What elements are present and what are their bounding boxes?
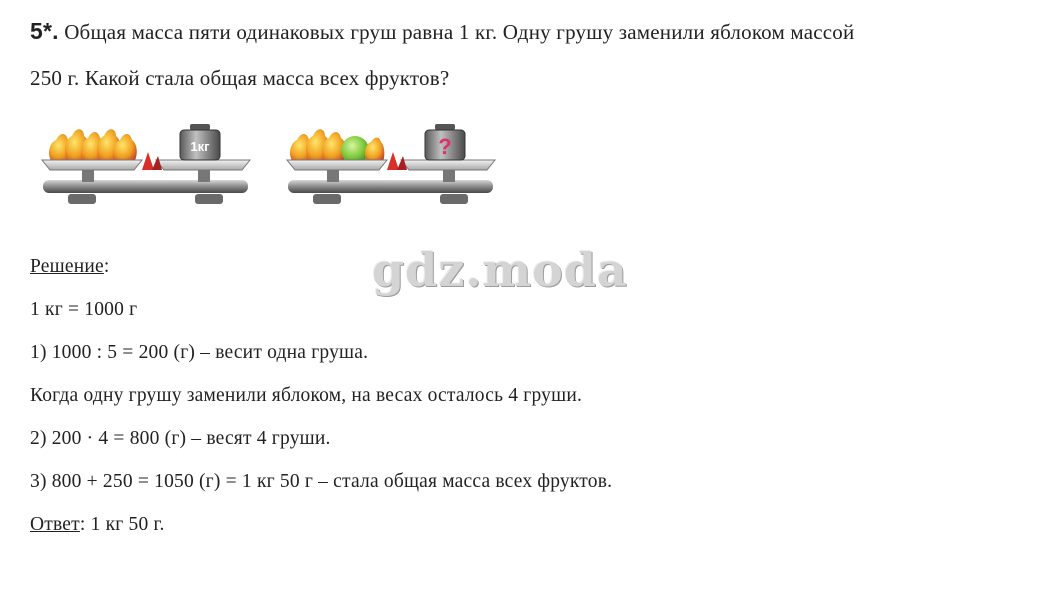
scale-foot	[440, 194, 468, 204]
weight-unknown	[425, 124, 465, 160]
solution-heading-line	[30, 256, 109, 278]
answer-line	[30, 514, 165, 536]
pears-and-apple-group	[290, 129, 384, 164]
solution-line: 1 кг = 1000 г	[30, 299, 138, 320]
scale-base	[43, 180, 248, 193]
task-line-1	[30, 18, 854, 45]
solution-line: 1) 1000 : 5 = 200 (г) – весит одна груша.	[30, 342, 369, 363]
task-text-2: 250 г. Какой стала общая масса всех фруктов?	[30, 66, 450, 90]
task-number: 5*.	[30, 18, 59, 44]
solution-line: Когда одну грушу заменили яблоком, на весах осталось 4 груши.	[30, 385, 583, 406]
scale-illustration-1kg	[38, 118, 253, 210]
left-pan	[287, 160, 387, 170]
right-pan	[156, 160, 250, 170]
question-mark-label: ?	[438, 134, 452, 159]
scale-foot	[68, 194, 96, 204]
watermark: gdz.moda	[372, 243, 628, 297]
balance-pointer	[387, 152, 399, 170]
weight-label: 1кг	[190, 139, 210, 154]
scale-foot	[313, 194, 341, 204]
solution-line: 3) 800 + 250 = 1050 (г) = 1 кг 50 г – стала общая масса всех фруктов.	[30, 471, 613, 492]
scale-illustration-unknown	[283, 118, 498, 210]
pears-group	[49, 129, 137, 162]
task-text-1: Общая масса пяти одинаковых груш равна 1 кг. Одну грушу заменили яблоком массой	[64, 20, 855, 44]
left-pan	[42, 160, 142, 170]
balance-pointer	[142, 152, 154, 170]
solution-heading: Решение	[30, 256, 104, 277]
answer-label: Ответ	[30, 514, 80, 535]
right-pan	[401, 160, 495, 170]
scale-base	[288, 180, 493, 193]
solution-line: 2) 200 · 4 = 800 (г) – весят 4 груши.	[30, 428, 331, 449]
weight-1kg	[180, 124, 220, 160]
scale-foot	[195, 194, 223, 204]
solution-heading-colon: :	[103, 256, 110, 277]
answer-value: : 1 кг 50 г.	[79, 514, 165, 535]
